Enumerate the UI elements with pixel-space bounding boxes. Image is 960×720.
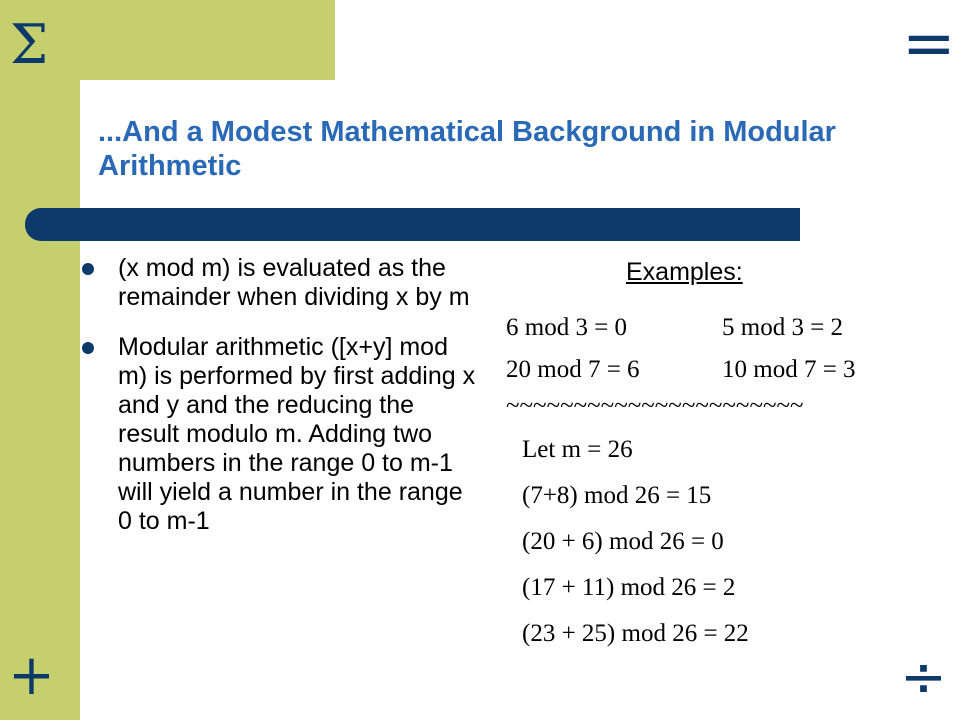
bullet-text: (x mod m) is evaluated as the remainder when dividing x by m bbox=[118, 254, 470, 311]
divide-icon: ÷ bbox=[900, 645, 947, 710]
example-line: (20 + 6) mod 26 = 0 bbox=[522, 528, 724, 555]
bullet-text: Modular arithmetic ([x+y] mod m) is performed by first adding x and y and the reducing the result modulo m. Adding two numbers in the range 0 to m-1 will yield a number in the range 0 to m-1 bbox=[118, 333, 476, 535]
examples-heading: Examples: bbox=[626, 258, 743, 286]
bullet-list bbox=[80, 254, 480, 557]
example-left: 20 mod 7 = 6 bbox=[506, 356, 640, 383]
example-left: 6 mod 3 = 0 bbox=[506, 314, 628, 341]
example-line: (23 + 25) mod 26 = 22 bbox=[522, 620, 749, 647]
equals-icon: = bbox=[902, 7, 956, 81]
example-right: 5 mod 3 = 2 bbox=[722, 314, 844, 341]
example-right: 10 mod 7 = 3 bbox=[722, 356, 856, 383]
example-line: (17 + 11) mod 26 = 2 bbox=[522, 574, 736, 601]
example-line: Let m = 26 bbox=[522, 436, 633, 463]
bullet-icon bbox=[82, 342, 94, 354]
left-accent-band bbox=[0, 0, 80, 720]
plus-icon: + bbox=[8, 643, 55, 708]
bullet-item bbox=[80, 333, 480, 536]
title-divider-bar bbox=[25, 208, 800, 241]
sigma-icon: Σ bbox=[10, 13, 49, 76]
example-line: (7+8) mod 26 = 15 bbox=[522, 482, 712, 509]
bullet-icon bbox=[82, 263, 94, 275]
slide-title: ...And a Modest Mathematical Background in Modular Arithmetic bbox=[98, 116, 836, 182]
bullet-item bbox=[80, 254, 480, 312]
tilde-separator: ~~~~~~~~~~~~~~~~~~~~~~ bbox=[506, 392, 804, 419]
top-accent-band bbox=[0, 0, 335, 80]
